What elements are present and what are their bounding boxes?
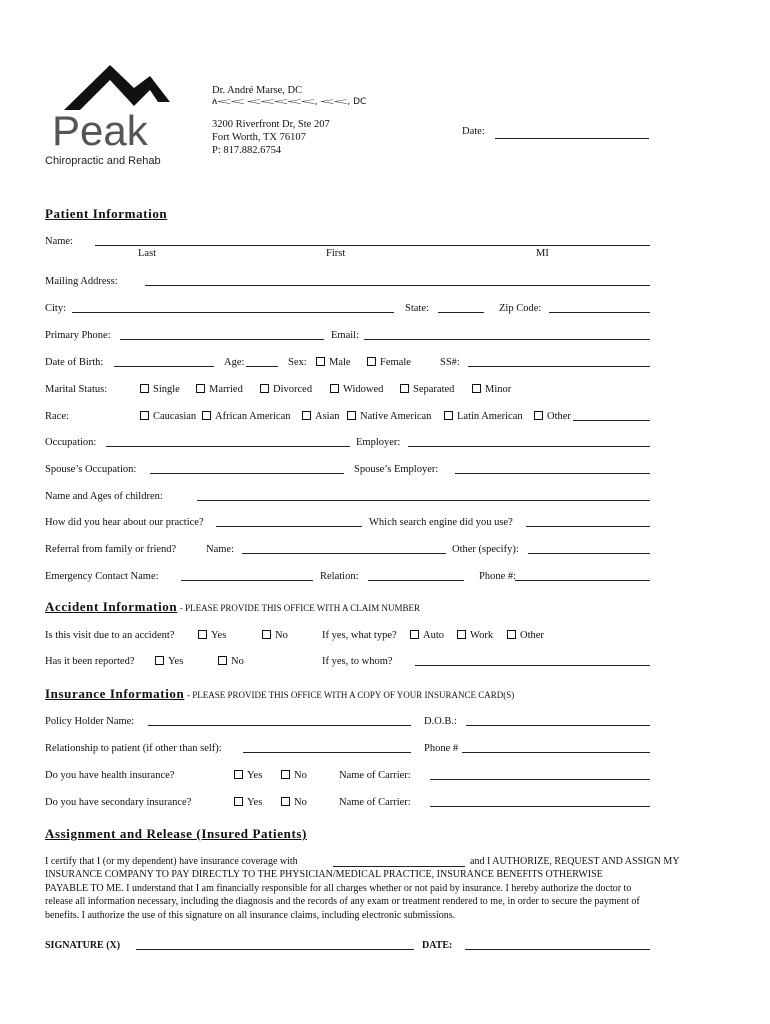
- insurance-note: - PLEASE PROVIDE THIS OFFICE WITH A COPY OF YOUR INSURANCE CARD(S): [186, 690, 515, 700]
- emergency-label: Emergency Contact Name:: [45, 571, 159, 582]
- signature-date-label: DATE:: [422, 940, 453, 951]
- race-asian-checkbox[interactable]: [302, 411, 340, 422]
- checkbox-icon: [140, 384, 149, 393]
- accident-yes-checkbox[interactable]: [198, 630, 226, 641]
- male-label: Male: [329, 357, 351, 368]
- assignment-line5: benefits. I authorize the use of this signature on all insurance claims, including electronic submissions.: [45, 910, 456, 921]
- occupation-label: Occupation:: [45, 437, 97, 448]
- dob-label: Date of Birth:: [45, 357, 104, 368]
- signature-field[interactable]: [136, 949, 414, 950]
- age-field[interactable]: [246, 366, 278, 367]
- race-african-american-checkbox[interactable]: [202, 411, 291, 422]
- patient-section-title: Patient Information: [45, 206, 168, 221]
- state-label: State:: [405, 303, 429, 314]
- checkbox-icon: [262, 630, 271, 639]
- search-engine-field[interactable]: [526, 526, 650, 527]
- checkbox-icon: [457, 630, 466, 639]
- male-checkbox[interactable]: [316, 357, 351, 368]
- primary-phone-field[interactable]: [120, 339, 324, 340]
- yes-label: Yes: [211, 630, 227, 641]
- carrier-field[interactable]: [430, 779, 650, 780]
- no-label: No: [294, 770, 307, 781]
- race-other-checkbox[interactable]: [534, 411, 571, 422]
- race-caucasian-checkbox[interactable]: [140, 411, 196, 422]
- checkbox-icon: [281, 770, 290, 779]
- option-label: Asian: [315, 411, 340, 422]
- city-field[interactable]: [72, 312, 394, 313]
- option-label: Latin American: [457, 411, 523, 422]
- carrier-label: Name of Carrier:: [339, 770, 411, 781]
- checkbox-icon: [472, 384, 481, 393]
- ss-label: SS#:: [440, 357, 460, 368]
- no-label: No: [231, 656, 244, 667]
- logo-tagline: Chiropractic and Rehab: [45, 155, 161, 167]
- checkbox-icon: [140, 411, 149, 420]
- relationship-field[interactable]: [243, 752, 411, 753]
- no-label: No: [294, 797, 307, 808]
- health-yes-checkbox[interactable]: [234, 770, 262, 781]
- doctor-name: Dr. André Marse, DC: [212, 85, 303, 96]
- spouse-employer-label: Spouse’s Employer:: [354, 464, 439, 475]
- zip-field[interactable]: [549, 312, 650, 313]
- accident-q1-label: Is this visit due to an accident?: [45, 630, 175, 641]
- checkbox-icon: [198, 630, 207, 639]
- checkbox-icon: [218, 656, 227, 665]
- insurance-dob-field[interactable]: [466, 725, 650, 726]
- relation-field[interactable]: [368, 580, 464, 581]
- holder-label: Policy Holder Name:: [45, 716, 135, 727]
- hear-field[interactable]: [216, 526, 362, 527]
- checkbox-icon: [507, 630, 516, 639]
- signature-label: SIGNATURE (X): [45, 940, 121, 951]
- referral-name-label: Name:: [206, 544, 234, 555]
- marital-widowed-checkbox[interactable]: [330, 384, 383, 395]
- checkbox-icon: [155, 656, 164, 665]
- insurance-company-field[interactable]: [333, 866, 465, 867]
- checkbox-icon: [534, 411, 543, 420]
- accident-section-header: [45, 599, 420, 615]
- checkbox-icon: [281, 797, 290, 806]
- marital-married-checkbox[interactable]: [196, 384, 243, 395]
- accident-note: - PLEASE PROVIDE THIS OFFICE WITH A CLAIM NUMBER: [179, 603, 421, 613]
- secondary-yes-checkbox[interactable]: [234, 797, 262, 808]
- option-label: Work: [470, 630, 494, 641]
- race-latin-american-checkbox[interactable]: [444, 411, 523, 422]
- accident-q2-label: Has it been reported?: [45, 656, 135, 667]
- insurance-phone-label: Phone #: [424, 743, 459, 754]
- option-label: Other: [520, 630, 544, 641]
- zip-label: Zip Code:: [499, 303, 542, 314]
- mailing-field[interactable]: [145, 285, 650, 286]
- secondary-carrier-field[interactable]: [430, 806, 650, 807]
- insurance-phone-field[interactable]: [462, 752, 650, 753]
- holder-field[interactable]: [148, 725, 411, 726]
- last-label: Last: [138, 248, 157, 259]
- accident-type-label: If yes, what type?: [322, 630, 397, 641]
- checkbox-icon: [330, 384, 339, 393]
- secondary-q-label: Do you have secondary insurance?: [45, 797, 192, 808]
- race-other-field[interactable]: [573, 420, 650, 421]
- checkbox-icon: [234, 797, 243, 806]
- option-label: Minor: [485, 384, 512, 395]
- emergency-phone-field[interactable]: [515, 580, 650, 581]
- occupation-field[interactable]: [106, 446, 350, 447]
- yes-label: Yes: [247, 770, 263, 781]
- assignment-line2: INSURANCE COMPANY TO PAY DIRECTLY TO THE PHYSICIAN/MEDICAL PRACTICE, INSURANCE BENEFITS OTHERWISE: [45, 869, 603, 880]
- female-checkbox[interactable]: [367, 357, 411, 368]
- secondary-no-checkbox[interactable]: [281, 797, 307, 808]
- address-line2: Fort Worth, TX 76107: [212, 132, 306, 143]
- accident-section-title: Accident Information: [45, 599, 178, 614]
- primary-phone-label: Primary Phone:: [45, 330, 111, 341]
- search-engine-label: Which search engine did you use?: [369, 517, 513, 528]
- relationship-label: Relationship to patient (if other than self):: [45, 743, 222, 754]
- doctor-name-alt: ለ𝆒𝆒 𝆒𝆒𝆒𝆒𝆒, 𝆒𝆒, DC: [212, 97, 367, 107]
- checkbox-icon: [400, 384, 409, 393]
- whom-field[interactable]: [415, 665, 650, 666]
- no-label: No: [275, 630, 288, 641]
- checkbox-icon: [234, 770, 243, 779]
- checkbox-icon: [444, 411, 453, 420]
- assignment-line1b: and I AUTHORIZE, REQUEST AND ASSIGN MY: [470, 856, 680, 867]
- yes-label: Yes: [168, 656, 184, 667]
- age-label: Age:: [224, 357, 245, 368]
- insurance-dob-label: D.O.B.:: [424, 716, 457, 727]
- email-label: Email:: [331, 330, 359, 341]
- insurance-section-title: Insurance Information: [45, 686, 185, 701]
- marital-minor-checkbox[interactable]: [472, 384, 511, 395]
- other-specify-field[interactable]: [528, 553, 650, 554]
- insurance-section-header: [45, 686, 514, 702]
- marital-divorced-checkbox[interactable]: [260, 384, 312, 395]
- female-label: Female: [380, 357, 411, 368]
- mi-label: MI: [536, 248, 549, 259]
- reported-yes-checkbox[interactable]: [155, 656, 183, 667]
- race-native-american-checkbox[interactable]: [347, 411, 431, 422]
- hear-label: How did you hear about our practice?: [45, 517, 204, 528]
- other-specify-label: Other (specify):: [452, 544, 519, 555]
- assignment-line1a: I certify that I (or my dependent) have insurance coverage with: [45, 856, 298, 867]
- option-label: Divorced: [273, 384, 313, 395]
- assignment-section-title: Assignment and Release (Insured Patients): [45, 826, 307, 841]
- assignment-line4: release all information necessary, including the diagnosis and the records of any exam or treatment rendered to me, in order to secure the payment of: [45, 896, 640, 907]
- reported-no-checkbox[interactable]: [218, 656, 244, 667]
- checkbox-icon: [260, 384, 269, 393]
- children-label: Name and Ages of children:: [45, 491, 163, 502]
- option-label: Native American: [360, 411, 432, 422]
- checkbox-icon: [196, 384, 205, 393]
- option-label: Separated: [413, 384, 455, 395]
- marital-separated-checkbox[interactable]: [400, 384, 454, 395]
- option-label: Other: [547, 411, 571, 422]
- address-line1: 3200 Riverfront Dr, Ste 207: [212, 119, 330, 130]
- spouse-occupation-field[interactable]: [150, 473, 344, 474]
- city-label: City:: [45, 303, 67, 314]
- referral-name-field[interactable]: [242, 553, 446, 554]
- referral-label: Referral from family or friend?: [45, 544, 177, 555]
- spouse-occupation-label: Spouse’s Occupation:: [45, 464, 137, 475]
- name-field[interactable]: [95, 245, 650, 246]
- option-label: Single: [153, 384, 180, 395]
- race-label: Race:: [45, 411, 69, 422]
- accident-other-checkbox[interactable]: [507, 630, 544, 641]
- yes-label: Yes: [247, 797, 263, 808]
- option-label: Widowed: [343, 384, 384, 395]
- sex-label: Sex:: [288, 357, 307, 368]
- health-no-checkbox[interactable]: [281, 770, 307, 781]
- whom-label: If yes, to whom?: [322, 656, 393, 667]
- state-field[interactable]: [438, 312, 484, 313]
- health-q-label: Do you have health insurance?: [45, 770, 175, 781]
- option-label: Caucasian: [153, 411, 197, 422]
- accident-no-checkbox[interactable]: [262, 630, 288, 641]
- marital-single-checkbox[interactable]: [140, 384, 180, 395]
- employer-field[interactable]: [408, 446, 650, 447]
- checkbox-icon: [202, 411, 211, 420]
- checkbox-icon: [316, 357, 325, 366]
- option-label: African American: [215, 411, 291, 422]
- dob-field[interactable]: [114, 366, 214, 367]
- employer-label: Employer:: [356, 437, 401, 448]
- date-field[interactable]: [495, 138, 649, 139]
- signature-date-field[interactable]: [465, 949, 650, 950]
- accident-auto-checkbox[interactable]: [410, 630, 444, 641]
- checkbox-icon: [347, 411, 356, 420]
- checkbox-icon: [410, 630, 419, 639]
- first-label: First: [326, 248, 346, 259]
- spouse-employer-field[interactable]: [455, 473, 650, 474]
- ss-field[interactable]: [468, 366, 650, 367]
- secondary-carrier-label: Name of Carrier:: [339, 797, 411, 808]
- date-label: Date:: [462, 126, 485, 137]
- logo-name: Peak: [52, 107, 148, 154]
- checkbox-icon: [367, 357, 376, 366]
- relation-label: Relation:: [320, 571, 359, 582]
- email-field[interactable]: [364, 339, 650, 340]
- option-label: Auto: [423, 630, 444, 641]
- option-label: Married: [209, 384, 243, 395]
- children-field[interactable]: [197, 500, 650, 501]
- name-label: Name:: [45, 236, 73, 247]
- marital-label: Marital Status:: [45, 384, 108, 395]
- mailing-label: Mailing Address:: [45, 276, 118, 287]
- emergency-phone-label: Phone #:: [479, 571, 517, 582]
- checkbox-icon: [302, 411, 311, 420]
- emergency-field[interactable]: [181, 580, 313, 581]
- phone: P: 817.882.6754: [212, 145, 282, 156]
- accident-work-checkbox[interactable]: [457, 630, 493, 641]
- assignment-line3: PAYABLE TO ME. I understand that I am financially responsible for all charges whether or not paid by insurance. I hereby authorize the doctor to: [45, 883, 632, 894]
